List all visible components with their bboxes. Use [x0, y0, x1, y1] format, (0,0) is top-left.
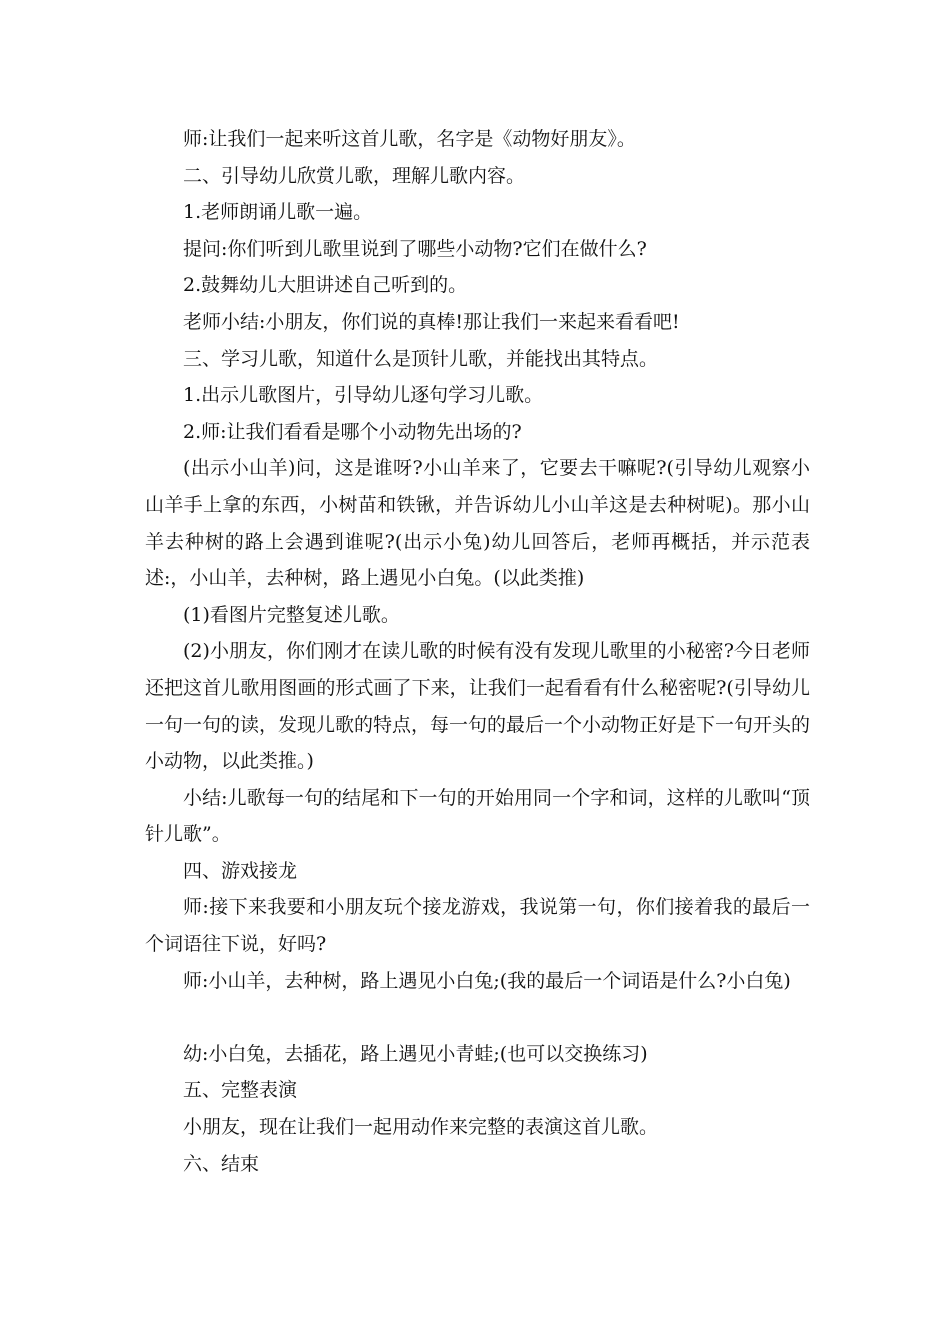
heading-section-5: 五、完整表演 [183, 1079, 298, 1102]
document-body [145, 121, 810, 1182]
paragraph-summary-dingzhen: 小结:儿歌每一句的结尾和下一句的开始用同一个字和词，这样的儿歌叫“顶针儿歌”。 [145, 786, 810, 846]
heading-section-2: 二、引导幼儿欣赏儿歌，理解儿歌内容。 [183, 164, 526, 187]
paragraph-retell: (1)看图片完整复述儿歌。 [183, 603, 400, 626]
heading-section-3: 三、学习儿歌，知道什么是顶针儿歌，并能找出其特点。 [183, 347, 659, 370]
paragraph-goat-story: (出示小山羊)问，这是谁呀?小山羊来了，它要去干嘛呢?(引导幼儿观察小山羊手上拿的东西，小树苗和铁锹，并告诉幼儿小山羊这是去种树呢)。那小山羊去种树的路上会遇到谁呢?(出示小兔)幼儿回答后，老师再概括，并示范表述:，小山羊，去种树，路上遇见小白兔。(以此类推) [145, 457, 810, 590]
heading-section-4: 四、游戏接龙 [183, 859, 298, 882]
paragraph-secret: (2)小朋友，你们刚才在读儿歌的时候有没有发现儿歌里的小秘密?今日老师还把这首儿歌用图画的形式画了下来，让我们一起看看有什么秘密呢?(引导幼儿一句一句的读，发现儿歌的特点，每一句的最后一个小动物正好是下一句开头的小动物，以此类推。) [145, 640, 811, 773]
paragraph-game-intro: 师:接下来我要和小朋友玩个接龙游戏，我说第一句，你们接着我的最后一个词语往下说，好吗? [145, 896, 810, 956]
paragraph-show-pictures: 1.出示儿歌图片，引导幼儿逐句学习儿歌。 [183, 384, 544, 407]
paragraph-step-2: 2.鼓舞幼儿大胆讲述自己听到的。 [183, 274, 468, 297]
paragraph-intro: 师:让我们一起来听这首儿歌，名字是《动物好朋友》。 [183, 128, 636, 150]
paragraph-question: 提问:你们听到儿歌里说到了哪些小动物?它们在做什么? [183, 237, 647, 260]
paragraph-child-line: 幼:小白兔，去插花，路上遇见小青蛙;(也可以交换练习) [183, 1042, 648, 1065]
paragraph-first-animal: 2.师:让我们看看是哪个小动物先出场的? [183, 420, 522, 443]
paragraph-teacher-summary: 老师小结:小朋友，你们说的真棒!那让我们一来起来看看吧! [183, 310, 680, 333]
paragraph-performance: 小朋友，现在让我们一起用动作来完整的表演这首儿歌。 [183, 1116, 659, 1139]
paragraph-gap [145, 999, 810, 1036]
heading-section-6: 六、结束 [183, 1152, 260, 1175]
paragraph-teacher-line: 师:小山羊，去种树，路上遇见小白兔;(我的最后一个词语是什么?小白兔) [183, 969, 791, 992]
paragraph-step-1: 1.老师朗诵儿歌一遍。 [183, 201, 373, 224]
